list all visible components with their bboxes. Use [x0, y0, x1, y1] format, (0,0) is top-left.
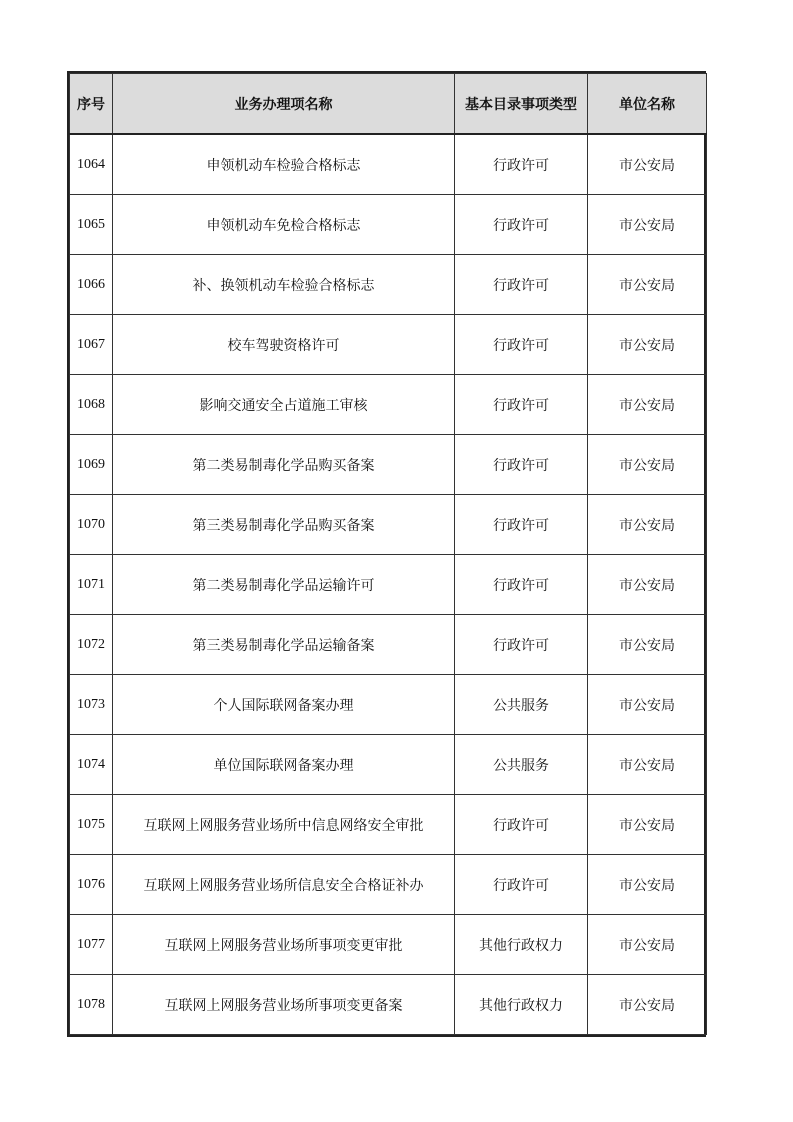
cell-item-name: 影响交通安全占道施工审核 — [113, 375, 455, 435]
cell-serial-no: 1067 — [70, 315, 113, 375]
cell-item-name: 第三类易制毒化学品运输备案 — [113, 615, 455, 675]
cell-item-name: 第二类易制毒化学品购买备案 — [113, 435, 455, 495]
cell-item-name: 单位国际联网备案办理 — [113, 735, 455, 795]
cell-item-name: 补、换领机动车检验合格标志 — [113, 255, 455, 315]
table-row — [70, 195, 707, 255]
cell-unit-name: 市公安局 — [588, 735, 707, 795]
cell-serial-no: 1072 — [70, 615, 113, 675]
header-unit-name: 单位名称 — [588, 74, 707, 135]
cell-item-name: 互联网上网服务营业场所信息安全合格证补办 — [113, 855, 455, 915]
cell-item-type: 行政许可 — [455, 495, 588, 555]
cell-serial-no: 1076 — [70, 855, 113, 915]
cell-item-name: 申领机动车检验合格标志 — [113, 134, 455, 195]
cell-item-name: 个人国际联网备案办理 — [113, 675, 455, 735]
cell-item-name: 申领机动车免检合格标志 — [113, 195, 455, 255]
cell-serial-no: 1070 — [70, 495, 113, 555]
cell-unit-name: 市公安局 — [588, 435, 707, 495]
cell-item-name: 第三类易制毒化学品购买备案 — [113, 495, 455, 555]
cell-item-type: 行政许可 — [455, 255, 588, 315]
header-serial-no: 序号 — [70, 74, 113, 135]
table-row — [70, 495, 707, 555]
table-row — [70, 375, 707, 435]
cell-item-name: 校车驾驶资格许可 — [113, 315, 455, 375]
table-row — [70, 435, 707, 495]
cell-unit-name: 市公安局 — [588, 855, 707, 915]
table-row — [70, 795, 707, 855]
cell-serial-no: 1066 — [70, 255, 113, 315]
table-row — [70, 915, 707, 975]
cell-unit-name: 市公安局 — [588, 375, 707, 435]
cell-unit-name: 市公安局 — [588, 675, 707, 735]
table-row — [70, 315, 707, 375]
cell-serial-no: 1075 — [70, 795, 113, 855]
cell-serial-no: 1073 — [70, 675, 113, 735]
cell-item-type: 行政许可 — [455, 555, 588, 615]
cell-item-type: 行政许可 — [455, 134, 588, 195]
table-row — [70, 255, 707, 315]
cell-serial-no: 1077 — [70, 915, 113, 975]
cell-item-type: 公共服务 — [455, 735, 588, 795]
cell-unit-name: 市公安局 — [588, 555, 707, 615]
table-row — [70, 855, 707, 915]
table-header-row — [70, 74, 707, 135]
cell-unit-name: 市公安局 — [588, 495, 707, 555]
cell-unit-name: 市公安局 — [588, 315, 707, 375]
cell-serial-no: 1065 — [70, 195, 113, 255]
table-row — [70, 975, 707, 1035]
cell-item-name: 互联网上网服务营业场所事项变更审批 — [113, 915, 455, 975]
header-item-type: 基本目录事项类型 — [455, 74, 588, 135]
cell-unit-name: 市公安局 — [588, 975, 707, 1035]
cell-item-type: 行政许可 — [455, 375, 588, 435]
cell-unit-name: 市公安局 — [588, 195, 707, 255]
table-row — [70, 735, 707, 795]
service-items-table — [67, 71, 706, 1037]
cell-unit-name: 市公安局 — [588, 615, 707, 675]
cell-serial-no: 1069 — [70, 435, 113, 495]
table-grid — [69, 73, 707, 1035]
cell-item-type: 行政许可 — [455, 315, 588, 375]
table-row — [70, 555, 707, 615]
table-row — [70, 615, 707, 675]
header-item-name: 业务办理项名称 — [113, 74, 455, 135]
cell-item-type: 公共服务 — [455, 675, 588, 735]
cell-unit-name: 市公安局 — [588, 134, 707, 195]
table-row — [70, 675, 707, 735]
cell-item-type: 行政许可 — [455, 195, 588, 255]
cell-unit-name: 市公安局 — [588, 255, 707, 315]
cell-item-type: 行政许可 — [455, 795, 588, 855]
cell-unit-name: 市公安局 — [588, 795, 707, 855]
cell-item-name: 互联网上网服务营业场所事项变更备案 — [113, 975, 455, 1035]
cell-serial-no: 1074 — [70, 735, 113, 795]
cell-serial-no: 1071 — [70, 555, 113, 615]
cell-item-type: 行政许可 — [455, 435, 588, 495]
cell-serial-no: 1064 — [70, 134, 113, 195]
cell-item-type: 其他行政权力 — [455, 915, 588, 975]
cell-item-type: 行政许可 — [455, 615, 588, 675]
cell-item-name: 互联网上网服务营业场所中信息网络安全审批 — [113, 795, 455, 855]
cell-item-type: 行政许可 — [455, 855, 588, 915]
cell-item-name: 第二类易制毒化学品运输许可 — [113, 555, 455, 615]
cell-item-type: 其他行政权力 — [455, 975, 588, 1035]
table-row — [70, 134, 707, 195]
cell-serial-no: 1068 — [70, 375, 113, 435]
cell-serial-no: 1078 — [70, 975, 113, 1035]
cell-unit-name: 市公安局 — [588, 915, 707, 975]
